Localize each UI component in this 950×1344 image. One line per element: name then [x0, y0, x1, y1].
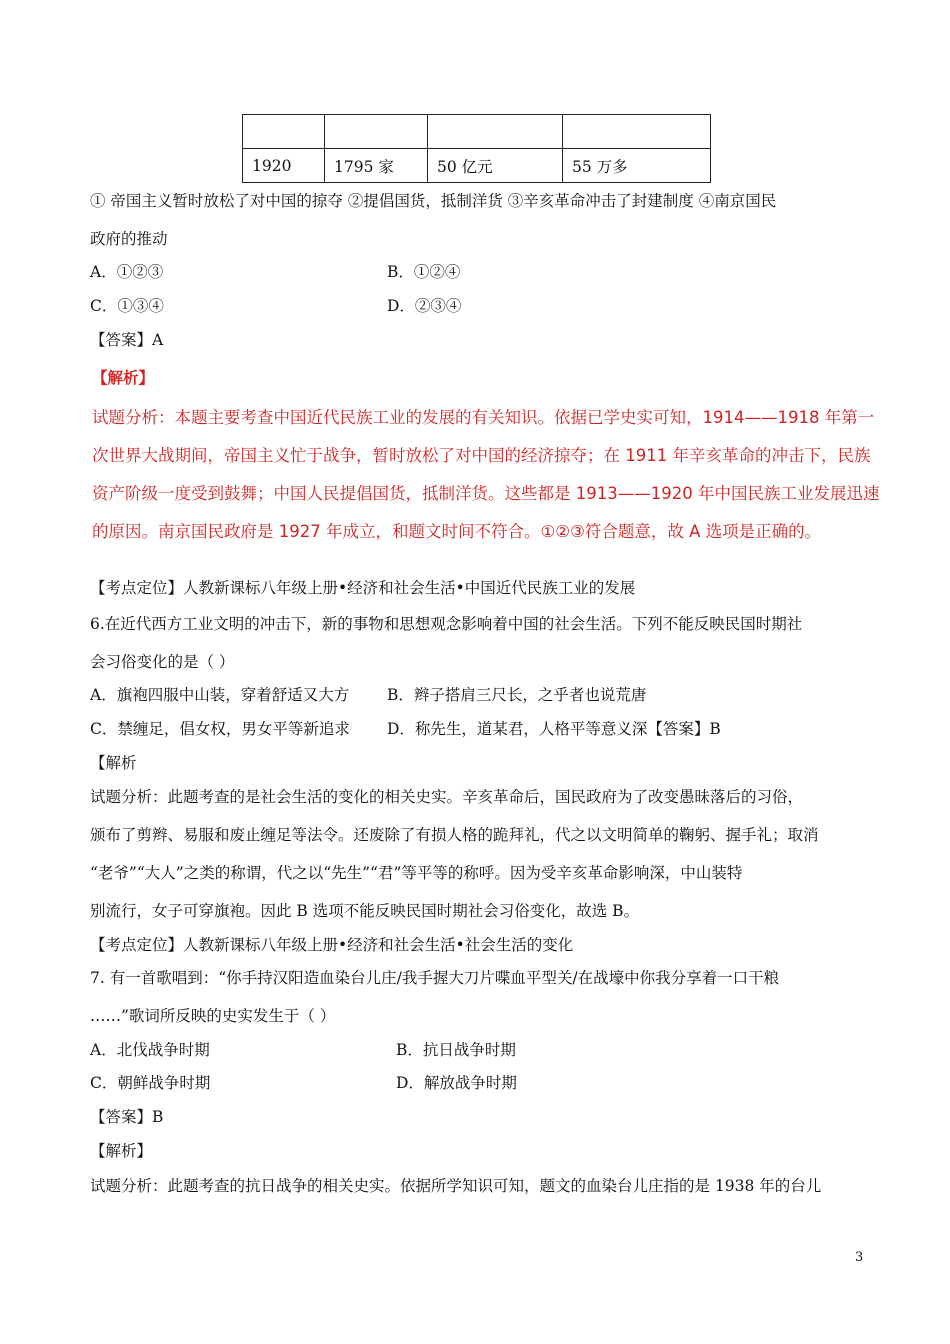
q7-choice-a: A．北伐战争时期	[90, 1041, 210, 1059]
q7-answer: 【答案】B	[90, 1108, 164, 1126]
q7-analysis-heading: 【解析】	[90, 1142, 153, 1160]
page-number: 3	[855, 1250, 864, 1265]
q7-analysis-line: 试题分析：此题考查的抗日战争的相关史实。依据所学知识可知，题文的血染台儿庄指的是 1938 年的台儿	[90, 1177, 822, 1195]
q5-options-line2: 政府的推动	[90, 230, 168, 248]
table-cell	[243, 115, 325, 149]
table-cell: 50 亿元	[428, 149, 563, 183]
q7-choice-d: D．解放战争时期	[396, 1074, 517, 1092]
q5-choice-a: A．①②③	[90, 263, 164, 281]
q5-options-line1: ① 帝国主义暂时放松了对中国的掠夺 ②提倡国货，抵制洋货 ③辛亥革命冲击了封建制度 ④南京国民	[90, 192, 777, 210]
q5-choice-c: C．①③④	[90, 297, 164, 315]
q6-choice-d: D．称先生，道某君，人格平等意义深【答案】B	[387, 720, 721, 738]
q6-analysis-line: 颁布了剪辫、易服和废止缠足等法令。还废除了有损人格的跪拜礼，代之以文明简单的鞠躬、握手礼；取消	[90, 826, 819, 844]
table-cell	[428, 115, 563, 149]
q5-choice-d: D．②③④	[387, 297, 462, 315]
q6-analysis-line: 试题分析：此题考查的是社会生活的变化的相关史实。辛亥革命后，国民政府为了改变愚昧落后的习俗，	[90, 788, 804, 806]
q6-kaodian: 【考点定位】人教新课标八年级上册•经济和社会生活•社会生活的变化	[90, 936, 574, 954]
q6-analysis-line: “老爷”“大人”之类的称谓，代之以“先生”“君”等平等的称呼。因为受辛亥革命影响深，中山装特	[90, 864, 743, 882]
table-row	[243, 149, 711, 183]
q6-choice-b: B．辫子搭肩三尺长，之乎者也说荒唐	[387, 686, 647, 704]
data-table	[242, 114, 711, 183]
q7-choice-b: B．抗日战争时期	[396, 1041, 516, 1059]
q5-kaodian: 【考点定位】人教新课标八年级上册•经济和社会生活•中国近代民族工业的发展	[90, 579, 636, 597]
q5-analysis-line: 的原因。南京国民政府是 1927 年成立，和题文时间不符合。①②③符合题意，故 A 选项是正确的。	[92, 522, 822, 541]
q5-analysis-line: 资产阶级一度受到鼓舞；中国人民提倡国货，抵制洋货。这些都是 1913——1920 年中国民族工业发展迅速	[92, 484, 880, 503]
q5-analysis-line: 次世界大战期间，帝国主义忙于战争，暂时放松了对中国的经济掠夺；在 1911 年辛亥革命的冲击下，民族	[92, 446, 871, 465]
q5-analysis-heading: 【解析】	[92, 368, 155, 387]
table-cell: 55 万多	[563, 149, 711, 183]
table-cell: 1795 家	[325, 149, 428, 183]
q6-analysis-line: 别流行，女子可穿旗袍。因此 B 选项不能反映民国时期社会习俗变化，故选 B。	[90, 902, 640, 920]
q5-choice-b: B．①②④	[387, 263, 461, 281]
q7-choice-c: C．朝鲜战争时期	[90, 1074, 211, 1092]
table-row	[243, 115, 711, 149]
table-cell	[563, 115, 711, 149]
q6-choice-a: A．旗袍四服中山装，穿着舒适又大方	[90, 686, 350, 704]
q6-analysis-heading: 【解析	[90, 754, 137, 772]
q7-stem-line1: 7. 有一首歌唱到：“你手持汉阳造血染台儿庄/我手握大刀片喋血平型关/在战壕中你我分享着一口干粮	[90, 969, 780, 987]
q6-stem-line1: 6.在近代西方工业文明的冲击下，新的事物和思想观念影响着中国的社会生活。下列不能反映民国时期社	[90, 615, 803, 633]
q6-choice-c: C．禁缠足，倡女权，男女平等新追求	[90, 720, 350, 738]
q5-answer: 【答案】A	[90, 331, 164, 349]
table-cell: 1920	[243, 149, 325, 183]
q5-analysis-line: 试题分析：本题主要考查中国近代民族工业的发展的有关知识。依据已学史实可知，1914——1918 年第一	[92, 408, 875, 427]
q7-stem-line2: ……”歌词所反映的史实发生于（ ）	[90, 1007, 336, 1025]
table-cell	[325, 115, 428, 149]
q6-stem-line2: 会习俗变化的是（ ）	[90, 653, 235, 671]
